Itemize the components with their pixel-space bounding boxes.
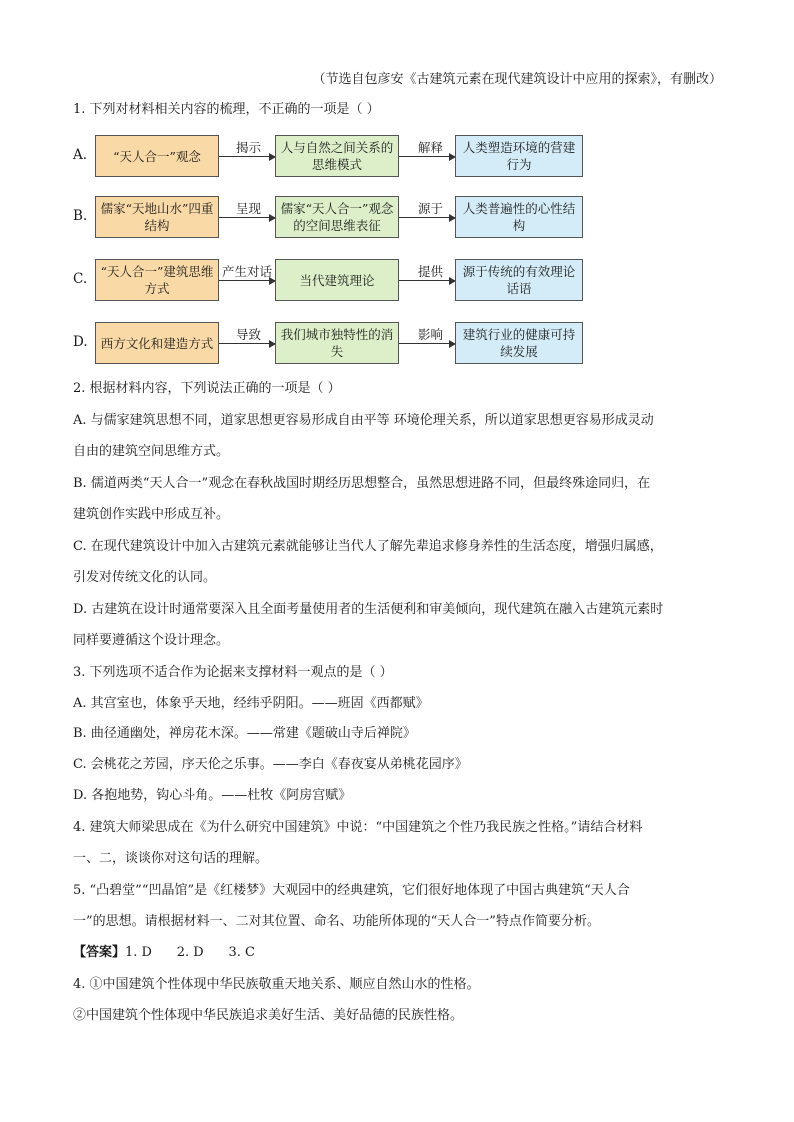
answer-line: 4. ①中国建筑个性体现中华民族敬重天地关系、顺应自然山水的性格。 bbox=[73, 977, 480, 992]
q1-a-box1: “天人合一”观念 bbox=[95, 135, 219, 177]
q1-c-box3: 源于传统的有效理论话语 bbox=[455, 259, 583, 301]
q1-d-box2: 我们城市独特性的消失 bbox=[275, 322, 399, 364]
q2-line: 引发对传统文化的认同。 bbox=[73, 570, 217, 585]
answer-line: ②中国建筑个性体现中华民族追求美好生活、美好品德的民族性格。 bbox=[73, 1008, 464, 1023]
q2-stem: 2. 根据材料内容，下列说法正确的一项是（ ） bbox=[73, 381, 341, 396]
q1-b-box2: 儒家“天人合一”观念的空间思维表征 bbox=[275, 196, 399, 238]
q4-line: 4. 建筑大师梁思成在《为什么研究中国建筑》中说：“中国建筑之个性乃我民族之性格。”请结合材料 bbox=[73, 820, 643, 835]
q1-b-arrow1-label: 呈现 bbox=[236, 201, 262, 216]
q1-a-arrow2 bbox=[399, 156, 455, 157]
q2-line: 建筑创作实践中形成互补。 bbox=[73, 507, 230, 522]
q2-line: A. 与儒家建筑思想不同，道家思想更容易形成自由平等 环境伦理关系，所以道家思想更容易形成灵动 bbox=[73, 413, 654, 428]
q1-d-arrow2-label: 影响 bbox=[418, 327, 444, 342]
q1-d-box1: 西方文化和建造方式 bbox=[95, 322, 219, 364]
q1-c-arrow1-label: 产生对话 bbox=[222, 264, 273, 279]
q2-line: B. 儒道两类“天人合一”观念在春秋战国时期经历思想整合，虽然思想进路不同，但最终殊途同归，在 bbox=[73, 476, 651, 491]
q1-b-box1: 儒家“天地山水”四重结构 bbox=[95, 196, 219, 238]
q3-line: A. 其宫室也，体象乎天地，经纬乎阴阳。——班固《西都赋》 bbox=[73, 696, 429, 711]
q1-c-box2: 当代建筑理论 bbox=[275, 259, 399, 301]
q1-d-box3: 建筑行业的健康可持续发展 bbox=[455, 322, 583, 364]
answer-tag: 【答案】 bbox=[73, 945, 126, 960]
q1-option-c-label: C. bbox=[73, 271, 88, 287]
q2-line: 同样要遵循这个设计理念。 bbox=[73, 633, 230, 648]
q3-line: C. 会桃花之芳园，序天伦之乐事。——李白《春夜宴从弟桃花园序》 bbox=[73, 757, 468, 772]
q1-c-arrow2 bbox=[399, 280, 455, 281]
q1-option-b-label: B. bbox=[73, 208, 88, 224]
q1-a-box2: 人与自然之间关系的思维模式 bbox=[275, 135, 399, 177]
q1-a-box3: 人类塑造环境的营建行为 bbox=[455, 135, 583, 177]
q1-option-d-label: D. bbox=[73, 334, 88, 350]
answer-row bbox=[73, 944, 255, 961]
q1-option-a-label: A. bbox=[73, 147, 88, 163]
q4-line: 一、二，谈谈你对这句话的理解。 bbox=[73, 851, 269, 866]
q1-stem: 1. 下列对材料相关内容的梳理，不正确的一项是（ ） bbox=[73, 102, 380, 117]
q2-line: C. 在现代建筑设计中加入古建筑元素就能够让当代人了解先辈追求修身养性的生活态度，增强归属感， bbox=[73, 539, 663, 554]
q5-line: 5. “凸碧堂”“凹晶馆”是《红楼梦》大观园中的经典建筑，它们很好地体现了中国古典建筑“天人合 bbox=[73, 883, 630, 898]
q1-c-arrow1 bbox=[219, 280, 275, 281]
q1-b-arrow2 bbox=[399, 217, 455, 218]
q2-line: 自由的建筑空间思维方式。 bbox=[73, 444, 230, 459]
q1-c-arrow2-label: 提供 bbox=[418, 264, 444, 279]
q1-c-box1: “天人合一”建筑思维方式 bbox=[95, 259, 219, 301]
q3-line: D. 各抱地势，钩心斗角。——杜牧《阿房宫赋》 bbox=[73, 788, 352, 803]
q3-line: B. 曲径通幽处，禅房花木深。——常建《题破山寺后禅院》 bbox=[73, 726, 416, 741]
q1-a-arrow2-label: 解释 bbox=[418, 140, 444, 155]
q1-d-arrow2 bbox=[399, 343, 455, 344]
answer-choices: 1. D 2. D 3. C bbox=[125, 945, 256, 960]
source-citation: （节选自包彦安《古建筑元素在现代建筑设计中应用的探索》，有删改） bbox=[312, 72, 722, 87]
q1-b-box3: 人类普遍性的心性结构 bbox=[455, 196, 583, 238]
q1-a-arrow1-label: 揭示 bbox=[236, 140, 262, 155]
q1-b-arrow1 bbox=[219, 217, 275, 218]
q2-line: D. 古建筑在设计时通常要深入且全面考量使用者的生活便利和审美倾向，现代建筑在融入古建筑元素时 bbox=[73, 602, 664, 617]
q1-d-arrow1-label: 导致 bbox=[236, 327, 262, 342]
q3-stem: 3. 下列选项不适合作为论据来支撑材料一观点的是（ ） bbox=[73, 665, 393, 680]
q1-a-arrow1 bbox=[219, 156, 275, 157]
q5-line: 一”的思想。请根据材料一、二对其位置、命名、功能所体现的“天人合一”特点作简要分析。 bbox=[73, 914, 600, 929]
q1-d-arrow1 bbox=[219, 343, 275, 344]
q1-b-arrow2-label: 源于 bbox=[418, 201, 444, 216]
